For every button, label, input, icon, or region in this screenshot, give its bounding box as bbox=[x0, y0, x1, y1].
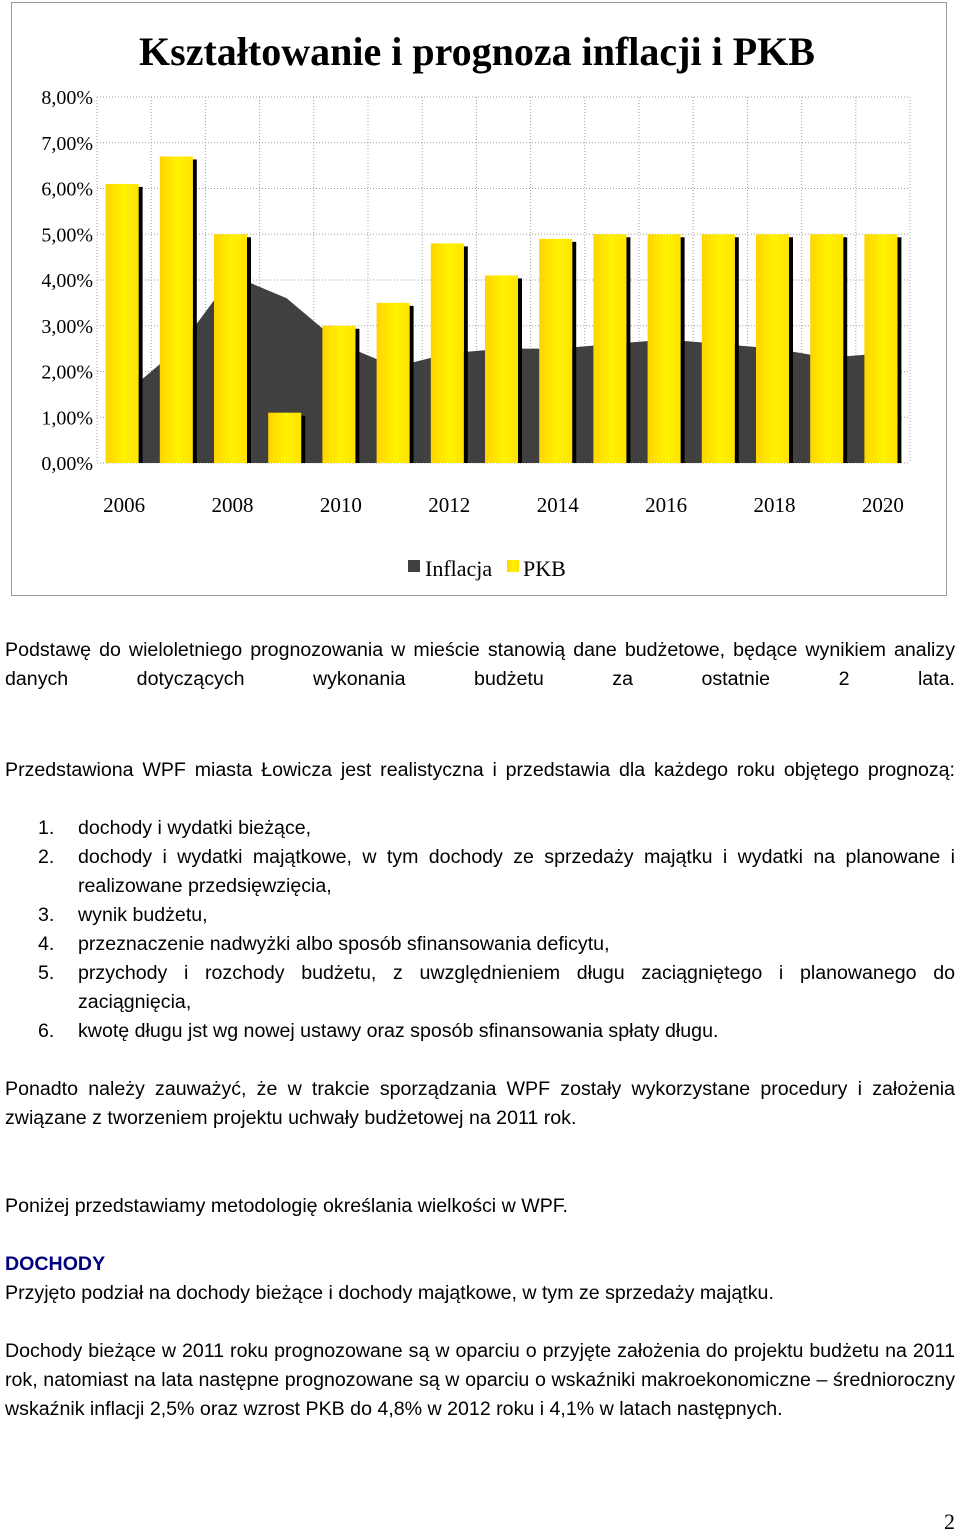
bar-shadow bbox=[247, 237, 251, 463]
legend-swatch-inflacja bbox=[408, 560, 420, 572]
bar-shadow bbox=[410, 306, 414, 463]
bar-pkb bbox=[702, 234, 735, 463]
bar-shadow bbox=[139, 187, 143, 463]
bar-shadow bbox=[681, 237, 685, 463]
bar-shadow bbox=[464, 246, 468, 463]
legend-label-inflacja: Inflacja bbox=[425, 556, 493, 581]
list-item-number: 1. bbox=[38, 817, 55, 839]
legend-swatch-pkb bbox=[507, 560, 519, 572]
x-tick-label: 2014 bbox=[536, 493, 579, 517]
bar-pkb bbox=[810, 234, 843, 463]
list-item-text: dochody i wydatki bieżące, bbox=[78, 817, 312, 839]
bar-pkb bbox=[377, 303, 410, 463]
bar-shadow bbox=[843, 237, 847, 463]
chart-svg bbox=[12, 3, 946, 595]
paragraph-1: Podstawę do wieloletniego prognozowania w mieście stanowią dane budżetowe, będące wynikiem analizy danych dotyczących wykonania budżetu za ostatnie 2 lata. bbox=[5, 639, 955, 690]
list-item-number: 4. bbox=[38, 933, 55, 955]
bar-pkb bbox=[593, 234, 626, 463]
list-item-number: 2. bbox=[38, 846, 55, 868]
x-axis-ticks bbox=[103, 493, 904, 517]
bar-shadow bbox=[355, 329, 359, 463]
y-tick-label: 1,00% bbox=[41, 407, 93, 430]
paragraph-2: Przedstawiona WPF miasta Łowicza jest realistyczna i przedstawia dla każdego roku objętego prognozą: bbox=[5, 759, 955, 781]
bar-shadow bbox=[626, 237, 630, 463]
paragraph-5: Przyjęto podział na dochody bieżące i dochody majątkowe, w tym ze sprzedaży majątku. bbox=[5, 1282, 774, 1304]
x-tick-label: 2006 bbox=[103, 493, 146, 517]
page-number: 2 bbox=[944, 1509, 955, 1534]
bar-pkb bbox=[756, 234, 789, 463]
x-tick-label: 2016 bbox=[645, 493, 688, 517]
y-tick-label: 7,00% bbox=[41, 132, 93, 155]
bar-pkb bbox=[539, 239, 572, 463]
chart-title: Kształtowanie i prognoza inflacji i PKB bbox=[139, 29, 815, 74]
bar-shadow bbox=[572, 242, 576, 463]
bar-pkb bbox=[431, 243, 464, 463]
y-tick-label: 8,00% bbox=[41, 87, 93, 109]
gdp-bars bbox=[106, 156, 902, 463]
paragraph-3: Ponadto należy zauważyć, że w trakcie sporządzania WPF zostały wykorzystane procedury i założenia związane z tworzeniem projektu uchwały budżetowej na 2011 rok. bbox=[5, 1078, 955, 1129]
list-item-number: 5. bbox=[38, 962, 55, 984]
list-item-number: 6. bbox=[38, 1020, 55, 1042]
list-item-number: 3. bbox=[38, 904, 55, 926]
y-tick-label: 3,00% bbox=[41, 315, 93, 338]
bar-shadow bbox=[193, 159, 197, 463]
bar-pkb bbox=[864, 234, 897, 463]
chart-legend bbox=[408, 556, 566, 581]
bar-shadow bbox=[897, 237, 901, 463]
y-tick-label: 5,00% bbox=[41, 224, 93, 247]
x-tick-label: 2010 bbox=[319, 493, 362, 517]
bar-shadow bbox=[301, 416, 305, 463]
x-tick-label: 2008 bbox=[211, 493, 254, 517]
y-axis-ticks bbox=[41, 87, 93, 475]
y-tick-label: 6,00% bbox=[41, 178, 93, 201]
bar-pkb bbox=[648, 234, 681, 463]
list-item-text: kwotę długu jst wg nowej ustawy oraz sposób sfinansowania spłaty długu. bbox=[78, 1020, 719, 1042]
list-item-text: przychody i rozchody budżetu, z uwzględnieniem długu zaciągniętego i planowanego do zaciągnięcia, bbox=[78, 962, 955, 1013]
list-item-text: dochody i wydatki majątkowe, w tym dochody ze sprzedaży majątku i wydatki na planowane i realizowane przedsięwzięcia, bbox=[78, 846, 955, 897]
bar-pkb bbox=[322, 326, 355, 463]
y-tick-label: 4,00% bbox=[41, 270, 93, 292]
bar-pkb bbox=[485, 275, 518, 463]
bar-pkb bbox=[214, 234, 247, 463]
bar-pkb bbox=[268, 413, 301, 463]
x-tick-label: 2018 bbox=[753, 493, 796, 517]
bar-shadow bbox=[518, 278, 522, 463]
list-item-text: wynik budżetu, bbox=[78, 904, 208, 926]
bar-pkb bbox=[160, 156, 193, 463]
bar-pkb bbox=[106, 184, 139, 463]
y-tick-label: 2,00% bbox=[41, 361, 93, 384]
section-heading: DOCHODY bbox=[5, 1253, 106, 1275]
paragraph-6: Dochody bieżące w 2011 roku prognozowane są w oparciu o przyjęte założenia do projektu budżetu na 2011 rok, natomiast na lata następne prognozowane są w oparciu o wskaźniki makroekonomiczne – średnioroczny wskaźnik inflacji 2,5% oraz wzrost PKB do 4,8% w 2012 roku i 4,1% w latach następnych. bbox=[5, 1340, 955, 1420]
legend-label-pkb: PKB bbox=[523, 556, 566, 581]
x-tick-label: 2012 bbox=[428, 493, 471, 517]
bar-shadow bbox=[789, 237, 793, 463]
x-tick-label: 2020 bbox=[861, 493, 904, 517]
bar-shadow bbox=[735, 237, 739, 463]
list-item-text: przeznaczenie nadwyżki albo sposób sfinansowania deficytu, bbox=[78, 933, 610, 955]
chart-frame bbox=[11, 2, 947, 596]
paragraph-4: Poniżej przedstawiamy metodologię określania wielkości w WPF. bbox=[5, 1195, 569, 1217]
y-tick-label: 0,00% bbox=[41, 453, 93, 475]
